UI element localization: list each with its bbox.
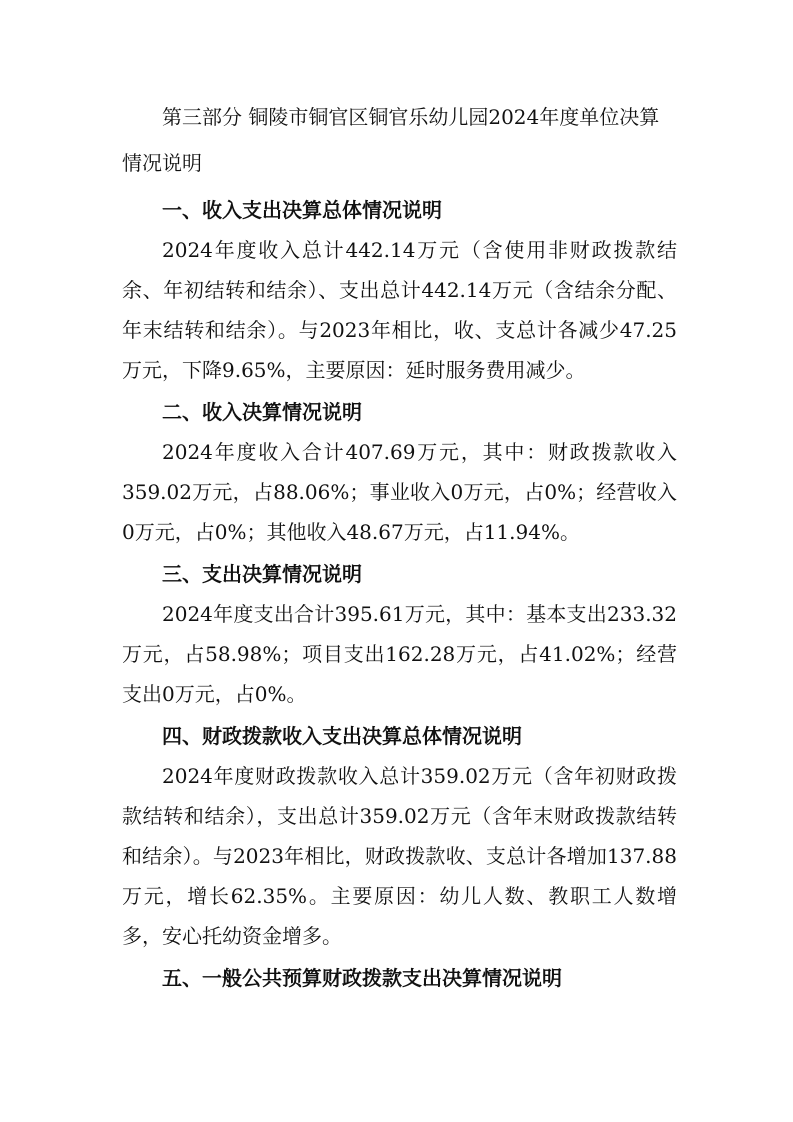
section-body-2: 2024年度收入合计407.69万元，其中：财政拨款收入359.02万元，占88.06%；事业收入0万元，占0%；经营收入0万元，占0%；其他收入48.67万元，占11.94%。 bbox=[122, 440, 677, 544]
section-body-4: 2024年度财政拨款收入总计359.02万元（含年初财政拨款结转和结余），支出总计359.02万元（含年末财政拨款结转和结余）。与2023年相比，财政拨款收、支总计各增加137.88万元，增长62.35%。主要原因：幼儿人数、教职工人数增多，安心托幼资金增多。 bbox=[122, 764, 677, 948]
section-heading-5: 五、一般公共预算财政拨款支出决算情况说明 bbox=[162, 966, 562, 990]
section-body-3: 2024年度支出合计395.61万元，其中：基本支出233.32万元，占58.98%；项目支出162.28万元，占41.02%；经营支出0万元，占0%。 bbox=[122, 602, 677, 706]
section-heading-1: 一、收入支出决算总体情况说明 bbox=[162, 198, 442, 222]
section-heading-4: 四、财政拨款收入支出决算总体情况说明 bbox=[162, 724, 522, 748]
section-heading-2: 二、收入决算情况说明 bbox=[162, 400, 362, 424]
section-heading-3: 三、支出决算情况说明 bbox=[162, 562, 362, 586]
document-title: 第三部分 铜陵市铜官区铜官乐幼儿园2024年度单位决算情况说明 bbox=[122, 105, 660, 175]
section-body-1: 2024年度收入总计442.14万元（含使用非财政拨款结余、年初结转和结余）、支出总计442.14万元（含结余分配、年末结转和结余）。与2023年相比，收、支总计各减少47.25万元，下降9.65%，主要原因：延时服务费用减少。 bbox=[122, 238, 677, 382]
document-body bbox=[122, 94, 677, 998]
